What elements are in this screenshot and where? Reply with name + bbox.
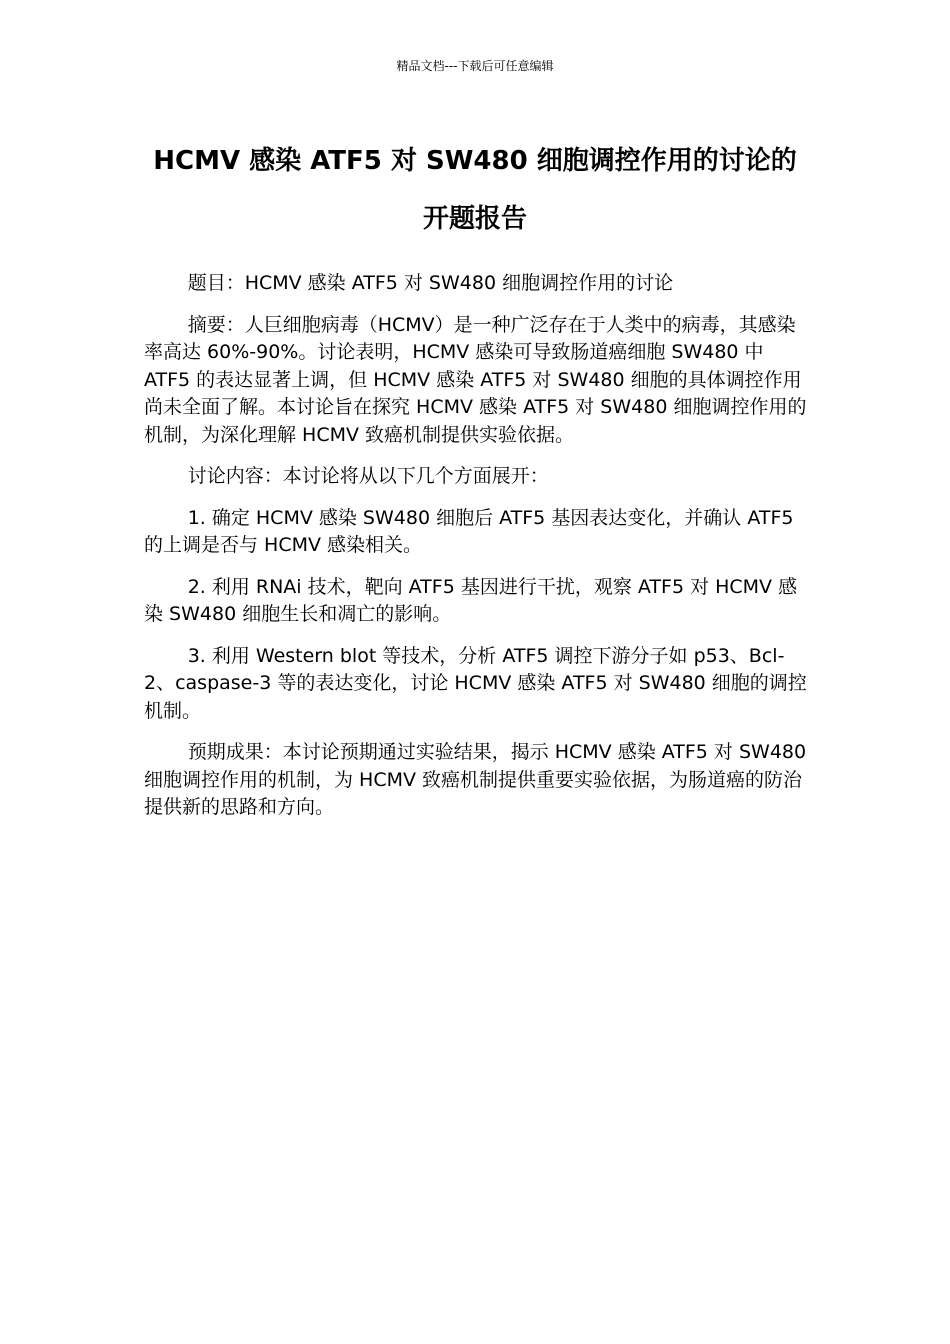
paragraph-expected-results: 预期成果：本讨论预期通过实验结果，揭示 HCMV 感染 ATF5 对 SW480 细胞调控作用的机制，为 HCMV 致癌机制提供重要实验依据，为肠道癌的防治提供新的思路和方向。 xyxy=(144,741,807,818)
document-title xyxy=(120,132,830,248)
document-title-line-2: 开题报告 xyxy=(422,204,527,234)
paragraph-item-3: 3. 利用 Western blot 等技术，分析 ATF5 调控下游分子如 p53、Bcl-2、caspase-3 等的表达变化，讨论 HCMV 感染 ATF5 对 SW480 细胞的调控机制。 xyxy=(144,644,807,722)
document-title-line-1: HCMV 感染 ATF5 对 SW480 细胞调控作用的讨论的 xyxy=(153,146,797,176)
paragraph-abstract: 摘要：人巨细胞病毒（HCMV）是一种广泛存在于人类中的病毒，其感染率高达 60%-90%。讨论表明，HCMV 感染可导致肠道癌细胞 SW480 中 ATF5 的表达显著上调，但 HCMV 感染 ATF5 对 SW480 细胞的具体调控作用尚未全面了解。本讨论旨在探究 HCMV 感染 ATF5 对 SW480 细胞调控作用的机制，为深化理解 HCMV 致癌机制提供实验依据。 xyxy=(144,313,807,446)
paragraph-item-1: 1. 确定 HCMV 感染 SW480 细胞后 ATF5 基因表达变化，并确认 ATF5 的上调是否与 HCMV 感染相关。 xyxy=(144,506,794,556)
document-body xyxy=(144,270,812,836)
paragraph-content-intro: 讨论内容：本讨论将从以下几个方面展开： xyxy=(187,465,549,487)
paragraph-item-2: 2. 利用 RNAi 技术，靶向 ATF5 基因进行干扰，观察 ATF5 对 HCMV 感染 SW480 细胞生长和凋亡的影响。 xyxy=(144,575,798,625)
paragraph-topic: 题目：HCMV 感染 ATF5 对 SW480 细胞调控作用的讨论 xyxy=(187,272,674,294)
page-header: 精品文档---下载后可任意编辑 xyxy=(396,59,554,73)
